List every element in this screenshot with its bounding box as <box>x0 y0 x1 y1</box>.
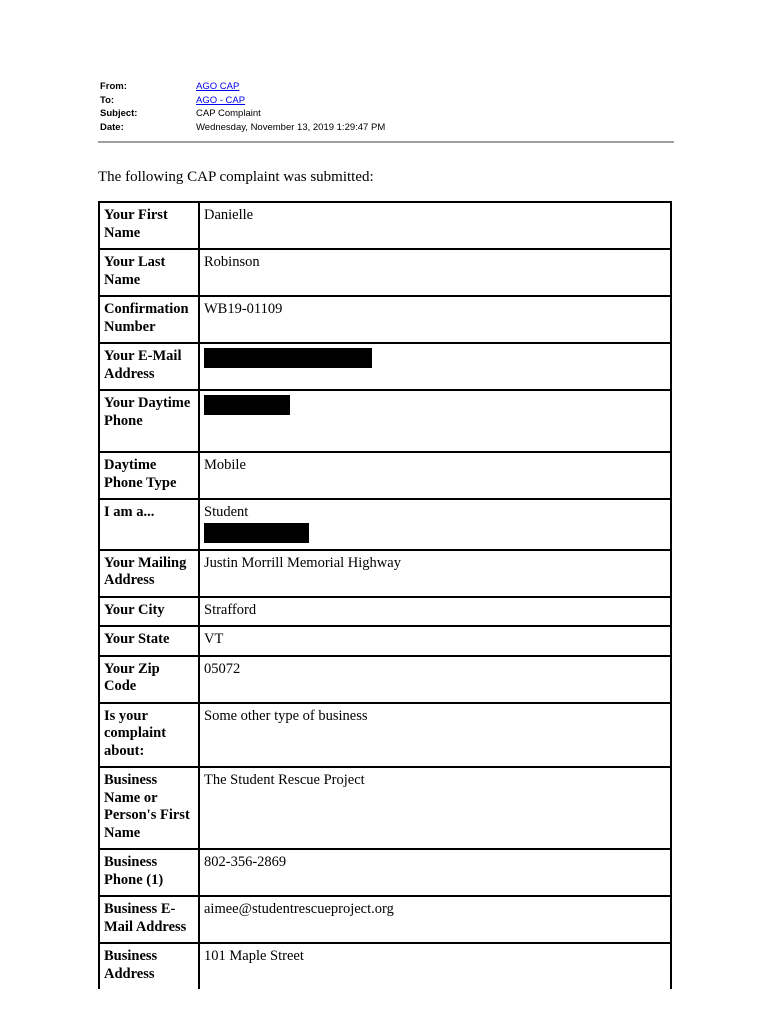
table-row <box>99 550 671 597</box>
state-label: Your State <box>99 626 199 656</box>
table-row <box>99 499 671 550</box>
i-am-text: Student <box>204 504 249 520</box>
date-row <box>100 121 674 135</box>
mailing-address-value: Justin Morrill Memorial Highway <box>199 550 671 597</box>
table-row <box>99 296 671 343</box>
date-value: Wednesday, November 13, 2019 1:29:47 PM <box>196 121 386 133</box>
table-row <box>99 626 671 656</box>
city-value: Strafford <box>199 597 671 627</box>
business-phone-label: Business Phone (1) <box>99 849 199 896</box>
confirmation-value: WB19-01109 <box>199 296 671 343</box>
mailing-address-label: Your Mailing Address <box>99 550 199 597</box>
from-link[interactable]: AGO CAP <box>196 81 240 92</box>
email-label: Your E-Mail Address <box>99 343 199 390</box>
table-row <box>99 452 671 499</box>
table-row <box>99 767 671 849</box>
header-divider <box>98 141 674 143</box>
from-row <box>100 80 674 94</box>
business-email-label: Business E-Mail Address <box>99 896 199 943</box>
to-link[interactable]: AGO - CAP <box>196 94 246 106</box>
table-row <box>99 249 671 296</box>
redaction-block <box>204 395 290 415</box>
redaction-block <box>204 348 372 368</box>
complaint-table <box>98 201 672 989</box>
subject-label: Subject: <box>100 108 138 119</box>
last-name-value: Robinson <box>199 249 671 296</box>
intro-text: The following CAP complaint was submitted: <box>98 169 374 185</box>
state-value: VT <box>199 626 671 656</box>
date-label: Date: <box>100 121 124 133</box>
daytime-phone-value <box>199 390 671 452</box>
daytime-phone-label: Your Daytime Phone <box>99 390 199 452</box>
subject-value: CAP Complaint <box>196 108 261 119</box>
email-value <box>199 343 671 390</box>
first-name-label: Your First Name <box>99 202 199 249</box>
table-row <box>99 656 671 703</box>
zip-label: Your Zip Code <box>99 656 199 703</box>
phone-type-value: Mobile <box>199 452 671 499</box>
table-row <box>99 896 671 943</box>
table-row <box>99 943 671 989</box>
complaint-about-label: Is your complaint about: <box>99 703 199 768</box>
last-name-label: Your Last Name <box>99 249 199 296</box>
business-name-label: Business Name or Person's First Name <box>99 767 199 849</box>
i-am-label: I am a... <box>99 499 199 550</box>
business-phone-value: 802-356-2869 <box>199 849 671 896</box>
to-label: To: <box>100 94 115 106</box>
table-row <box>99 343 671 390</box>
table-row <box>99 849 671 896</box>
complaint-about-value: Some other type of business <box>199 703 671 768</box>
to-value <box>196 94 245 108</box>
i-am-value <box>199 499 671 550</box>
email-header <box>100 80 674 134</box>
phone-type-label: Daytime Phone Type <box>99 452 199 499</box>
table-row <box>99 390 671 452</box>
business-address-value: 101 Maple Street <box>199 943 671 989</box>
first-name-value: Danielle <box>199 202 671 249</box>
from-label: From: <box>100 81 127 92</box>
from-value <box>196 80 239 94</box>
redaction-block <box>204 523 309 543</box>
zip-value: 05072 <box>199 656 671 703</box>
business-address-label: Business Address <box>99 943 199 989</box>
table-row <box>99 703 671 768</box>
to-row <box>100 94 674 108</box>
subject-row <box>100 107 674 121</box>
business-name-value: The Student Rescue Project <box>199 767 671 849</box>
confirmation-label: Confirmation Number <box>99 296 199 343</box>
business-email-value: aimee@studentrescueproject.org <box>199 896 671 943</box>
table-row <box>99 597 671 627</box>
table-row <box>99 202 671 249</box>
city-label: Your City <box>99 597 199 627</box>
